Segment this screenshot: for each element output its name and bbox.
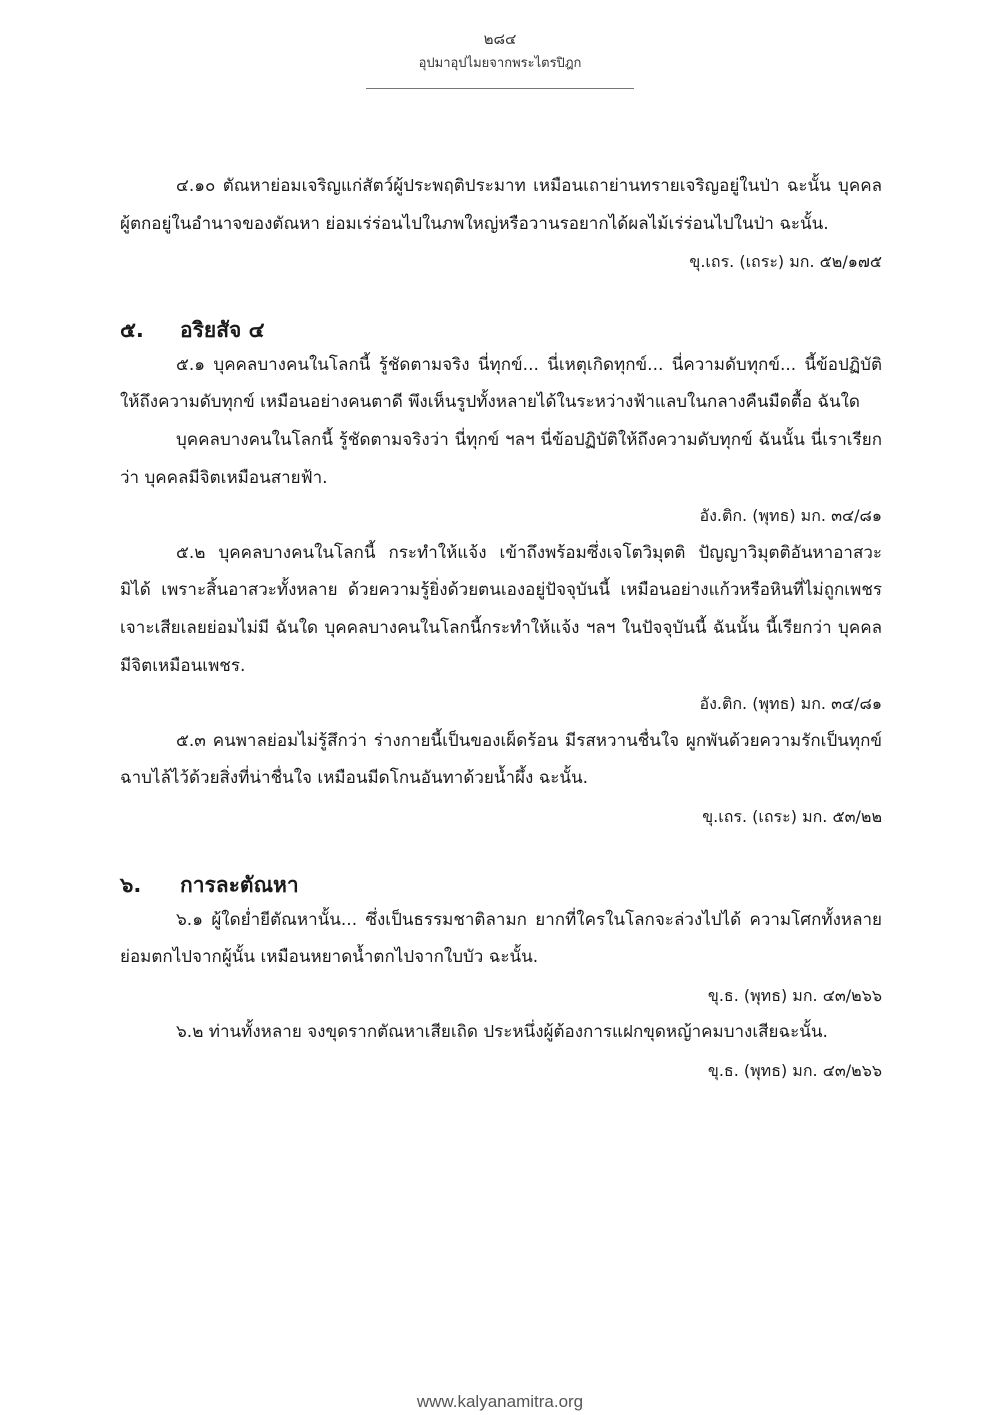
citation-5-3: ขุ.เถร. (เถระ) มก. ๕๓/๒๒ (702, 806, 882, 826)
header-divider (366, 88, 634, 89)
paragraph-5-1-continued: บุคคลบางคนในโลกนี้ รู้ชัดตามจริงว่า นี่ทุกข์ ฯลฯ นี่ข้อปฏิบัติให้ถึงความดับทุกข์ ฉันนั้น นี่เราเรียกว่า บุคคลมีจิตเหมือนสายฟ้า. (120, 429, 882, 488)
citation-5-1: อัง.ติก. (พุทธ) มก. ๓๔/๘๑ (699, 506, 882, 526)
page-number: ๒๘๔ (483, 30, 517, 48)
paragraph-6-2: ๖.๒ ท่านทั้งหลาย จงขุดรากตัณหาเสียเถิด ประหนึ่งผู้ต้องการแฝกขุดหญ้าคมบางเสียฉะนั้น. (176, 1022, 828, 1043)
citation-5-2: อัง.ติก. (พุทธ) มก. ๓๔/๘๑ (699, 694, 882, 714)
citation-4-10: ขุ.เถร. (เถระ) มก. ๕๒/๑๗๕ (689, 252, 882, 272)
paragraph-5-2: ๕.๒ บุคคลบางคนในโลกนี้ กระทำให้แจ้ง เข้าถึงพร้อมซึ่งเจโตวิมุตติ ปัญญาวิมุตติอันหาอาสวะมิได้ เพราะสิ้นอาสวะทั้งหลาย ด้วยความรู้ยิ่งด้วยตนเองอยู่ปัจจุบันนี้ เหมือนอย่างแก้วหรือหินที่ไม่ถูกเพชรเจาะเสียเลยย่อมไม่มี ฉันใด บุคคลบางคนในโลกนี้กระทำให้แจ้ง ฯลฯ ในปัจจุบันนี้ ฉันนั้น นี้เรียกว่า บุคคลมีจิตเหมือนเพชร. (120, 542, 882, 676)
section-5-title: อริยสัจ ๔ (180, 317, 265, 342)
book-title: อุปมาอุปไมยจากพระไตรปิฎก (418, 56, 582, 71)
section-6-title: การละตัณหา (180, 872, 299, 897)
section-6-heading (120, 868, 882, 902)
section-6-number: ๖. (120, 872, 142, 897)
paragraph-4-10: ๔.๑๐ ตัณหาย่อมเจริญแก่สัตว์ผู้ประพฤติประมาท เหมือนเถาย่านทรายเจริญอยู่ในป่า ฉะนั้น บุคคลผู้ตกอยู่ในอำนาจของตัณหา ย่อมเร่ร่อนไปในภพใหญ่หรือวานรอยากได้ผลไม้เร่ร่อนไปในป่า ฉะนั้น. (120, 176, 882, 234)
paragraph-6-1: ๖.๑ ผู้ใดย่ำยีตัณหานั้น... ซึ่งเป็นธรรมชาติลามก ยากที่ใครในโลกจะล่วงไปได้ ความโศกทั้งหลายย่อมตกไปจากผู้นั้น เหมือนหยาดน้ำตกไปจากใบบัว ฉะนั้น. (120, 909, 882, 968)
paragraph-5-3: ๕.๓ คนพาลย่อมไม่รู้สึกว่า ร่างกายนี้เป็นของเผ็ดร้อน มีรสหวานชื่นใจ ผูกพันด้วยความรักเป็นทุกข์ ฉาบไล้ไว้ด้วยสิ่งที่น่าชื่นใจ เหมือนมีดโกนอันทาด้วยน้ำผึ้ง ฉะนั้น. (120, 730, 882, 789)
citation-6-1: ขุ.ธ. (พุทธ) มก. ๔๓/๒๖๖ (707, 985, 882, 1005)
page-header (0, 28, 1000, 89)
spacer (120, 281, 882, 313)
section-5-number: ๕. (120, 317, 144, 342)
citation-6-2: ขุ.ธ. (พุทธ) มก. ๔๓/๒๖๖ (707, 1060, 882, 1080)
footer-url: www.kalyanamitra.org (416, 1392, 584, 1411)
spacer (120, 836, 882, 868)
page-body (120, 168, 882, 1089)
paragraph-5-1: ๕.๑ บุคคลบางคนในโลกนี้ รู้ชัดตามจริง นี่ทุกข์... นี่เหตุเกิดทุกข์... นี่ความดับทุกข์... นี้ข้อปฏิบัติให้ถึงความดับทุกข์ เหมือนอย่างคนตาดี พึงเห็นรูปทั้งหลายได้ในระหว่างฟ้าแลบในกลางคืนมืดตื้อ ฉันใด (120, 354, 882, 413)
section-5-heading (120, 313, 882, 347)
